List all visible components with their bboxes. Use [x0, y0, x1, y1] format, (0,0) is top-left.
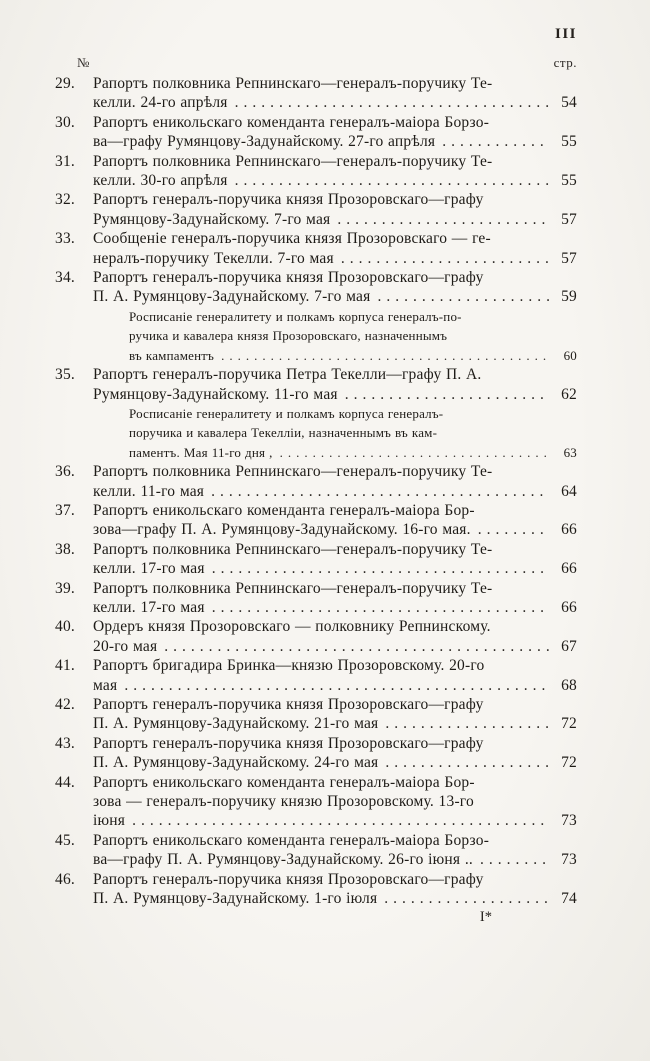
entry-text: Рапортъ генералъ-поручика князя Прозоровскаго—графу — [93, 269, 484, 287]
dot-leader — [385, 753, 549, 772]
entry-text: келли. 17-го мая — [93, 598, 205, 616]
entry-number: 33. — [55, 230, 75, 248]
dot-leader — [480, 850, 549, 869]
entry-text: зова — генералъ-поручику князю Прозоровскому. 13-го — [93, 793, 474, 811]
toc-entry — [55, 190, 577, 229]
entry-number: 42. — [55, 696, 75, 713]
entry-number: 40. — [55, 618, 75, 636]
entry-number: 45. — [55, 831, 75, 849]
entry-line — [93, 850, 577, 869]
dot-leader — [280, 443, 549, 462]
entry-line — [129, 443, 577, 462]
dot-leader — [384, 889, 549, 908]
dot-leader — [132, 811, 549, 830]
toc-entry — [55, 579, 577, 618]
entry-text: П. А. Румянцову-Задунайскому. 24-го мая — [93, 754, 379, 772]
toc-entry — [55, 229, 577, 268]
toc-entry — [55, 870, 577, 909]
entry-line — [93, 540, 577, 559]
entry-text: Ордеръ князя Прозоровскаго — полковнику Репнинскому. — [93, 618, 491, 636]
toc-entry — [55, 74, 577, 113]
toc-entry — [55, 695, 577, 734]
entry-text: Сообщеніе генералъ-поручика князя Прозоровскаго — ге- — [93, 230, 491, 248]
entry-page-number: 62 — [561, 385, 577, 403]
dot-leader — [345, 385, 549, 404]
dot-leader — [212, 559, 549, 578]
entry-page-number: 74 — [561, 890, 577, 908]
entry-line — [129, 326, 577, 345]
entry-page-number: 67 — [561, 637, 577, 655]
toc-entry — [55, 831, 577, 870]
entry-page-number: 57 — [561, 210, 577, 228]
toc-entry — [55, 113, 577, 152]
entry-number: 37. — [55, 501, 75, 519]
entry-line — [93, 501, 577, 520]
entry-line — [93, 676, 577, 695]
entry-line — [93, 462, 577, 481]
dot-leader — [211, 482, 549, 501]
dot-leader — [164, 637, 549, 656]
dot-leader — [341, 249, 549, 268]
entry-number: 38. — [55, 540, 75, 558]
dot-leader — [124, 676, 549, 695]
entry-number: 30. — [55, 113, 75, 131]
entry-line — [93, 579, 577, 598]
toc-entry — [55, 540, 577, 579]
entry-text: 20-го мая — [93, 637, 158, 655]
toc-entry — [55, 656, 577, 695]
entry-line — [93, 93, 577, 112]
entry-line — [93, 773, 577, 792]
entry-page-number: 72 — [561, 715, 577, 733]
entry-line — [129, 307, 577, 326]
toc-entry — [55, 617, 577, 656]
entry-text: Румянцову-Задунайскому. 7-го мая — [93, 210, 331, 228]
entry-page-number: 68 — [561, 676, 577, 694]
entry-text: Рапортъ бригадира Бринка—князю Прозоровскому. 20-го — [93, 657, 485, 675]
entry-line — [93, 831, 577, 850]
entry-line — [93, 617, 577, 636]
entry-line — [93, 268, 577, 287]
entry-page-number: 66 — [561, 521, 577, 539]
entry-text: Рапортъ полковника Репнинскаго—генералъ-поручику Те- — [93, 579, 493, 597]
number-column-label: № — [77, 55, 90, 70]
entry-text: келли. 11-го мая — [93, 482, 205, 500]
entry-text: Рапортъ генералъ-поручика князя Прозоровскаго—графу — [93, 734, 484, 752]
entry-line — [93, 870, 577, 889]
entry-page-number: 73 — [561, 812, 577, 830]
entry-number: 43. — [55, 734, 75, 752]
entry-line — [93, 171, 577, 190]
entry-number: 29. — [55, 75, 75, 92]
dot-leader — [385, 714, 549, 733]
entry-number: 41. — [55, 657, 75, 675]
entry-text: Рапортъ генералъ-поручика Петра Текелли—графу П. А. — [93, 366, 482, 384]
entry-text: Рапортъ полковника Репнинскаго—генералъ-поручику Те- — [93, 75, 493, 92]
toc-entry — [55, 152, 577, 191]
entry-page-number: 55 — [561, 172, 577, 190]
entry-line — [93, 482, 577, 501]
dot-leader — [212, 598, 549, 617]
dot-leader — [377, 287, 549, 306]
entry-text: Рапортъ еникольскаго коменданта генералъ-маіора Борзо- — [93, 113, 490, 131]
entry-line — [93, 753, 577, 772]
entry-page-number: 66 — [561, 598, 577, 616]
entry-line — [93, 132, 577, 151]
entry-text: ва—графу П. А. Румянцову-Задунайскому. 26-го іюня .. — [93, 851, 473, 869]
entry-line — [93, 287, 577, 306]
entry-text: Рапортъ генералъ-поручика князя Прозоровскаго—графу — [93, 191, 484, 209]
entry-line — [93, 811, 577, 830]
entry-text: мая — [93, 676, 118, 694]
entry-line — [93, 637, 577, 656]
entry-text: Рапортъ полковника Репнинскаго—генералъ-поручику Те- — [93, 463, 493, 481]
entry-line — [93, 520, 577, 539]
entry-number: 34. — [55, 269, 75, 287]
entry-text: Рапортъ генералъ-поручика князя Прозоровскаго—графу — [93, 870, 484, 888]
entry-text: Росписаніе генералитету и полкамъ корпуса генералъ- — [129, 405, 444, 421]
entry-text: въ кампаментъ — [129, 347, 215, 363]
entry-page-number: 72 — [561, 754, 577, 772]
entry-page-number: 54 — [561, 94, 577, 112]
entry-page-number: 73 — [561, 851, 577, 869]
entry-text: Рапортъ полковника Репнинскаго—генералъ-поручику Те- — [93, 540, 493, 558]
entry-line — [93, 249, 577, 268]
entry-text: П. А. Румянцову-Задунайскому. 1-го іюля — [93, 890, 378, 908]
entry-line — [93, 695, 577, 714]
entry-number: 31. — [55, 152, 75, 170]
entry-number: 32. — [55, 191, 75, 209]
entry-number: 35. — [55, 366, 75, 384]
entry-line — [129, 404, 577, 423]
entry-line — [93, 113, 577, 132]
entry-text: келли. 30-го апрѣля — [93, 172, 228, 190]
entry-line — [93, 74, 577, 93]
entry-page-number: 63 — [563, 444, 577, 460]
entry-page-number: 57 — [561, 249, 577, 267]
toc-entry — [55, 462, 577, 501]
toc-entry — [55, 365, 577, 462]
entry-text: Рапортъ генералъ-поручика князя Прозоровскаго—графу — [93, 696, 484, 713]
page-folio-number: III — [554, 26, 577, 42]
toc-column-header — [55, 55, 577, 71]
toc-entry — [55, 734, 577, 773]
toc-entry — [55, 501, 577, 540]
entry-line — [93, 714, 577, 733]
entry-text: П. А. Румянцову-Задунайскому. 21-го мая — [93, 715, 379, 733]
dot-leader — [478, 520, 549, 539]
entry-line — [93, 656, 577, 675]
entry-text: келли. 24-го апрѣля — [93, 94, 228, 112]
toc-entry — [55, 773, 577, 831]
dot-leader — [235, 171, 549, 190]
entry-text: Росписаніе генералитету и полкамъ корпуса генералъ-по- — [129, 308, 462, 324]
entry-text: ручика и кавалера князя Прозоровскаго, назначеннымъ — [129, 328, 448, 344]
entry-number: 46. — [55, 870, 75, 888]
entry-line — [93, 365, 577, 384]
entry-text: Рапортъ еникольскаго коменданта генералъ-маіора Бор- — [93, 773, 475, 791]
dot-leader — [337, 210, 549, 229]
entry-text: Рапортъ полковника Репнинскаго—генералъ-поручику Те- — [93, 152, 493, 170]
entry-text: іюня — [93, 812, 126, 830]
signature-mark: I* — [479, 909, 492, 926]
entry-page-number: 55 — [561, 133, 577, 151]
dot-leader — [442, 132, 549, 151]
entry-text: нералъ-поручику Текелли. 7-го мая — [93, 249, 334, 267]
entry-page-number: 60 — [563, 347, 577, 363]
entry-text: келли. 17-го мая — [93, 560, 205, 578]
entry-line — [93, 598, 577, 617]
entry-page-number: 59 — [561, 288, 577, 306]
entry-text: зова—графу П. А. Румянцову-Задунайскому. 16-го мая. — [93, 521, 471, 539]
entry-line — [93, 152, 577, 171]
entry-line — [93, 229, 577, 248]
entry-text: Рапортъ еникольскаго коменданта генералъ-маіора Бор- — [93, 501, 475, 519]
entry-line — [93, 734, 577, 753]
entry-line — [93, 210, 577, 229]
entry-number: 39. — [55, 579, 75, 597]
entry-line — [93, 559, 577, 578]
entry-text: Рапортъ еникольскаго коменданта генералъ-маіора Борзо- — [93, 831, 490, 849]
entry-text: Румянцову-Задунайскому. 11-го мая — [93, 385, 338, 403]
entry-page-number: 66 — [561, 560, 577, 578]
entry-line — [129, 423, 577, 442]
dot-leader — [235, 93, 549, 112]
entry-page-number: 64 — [561, 482, 577, 500]
entry-text: паментъ. Мая 11-го дня , — [129, 444, 273, 460]
entry-number: 36. — [55, 463, 75, 481]
entry-line — [93, 190, 577, 209]
dot-leader — [221, 346, 549, 365]
toc-entries — [55, 74, 577, 908]
toc-entry — [55, 268, 577, 365]
entry-text: П. А. Румянцову-Задунайскому. 7-го мая — [93, 288, 371, 306]
entry-line — [93, 385, 577, 404]
entry-text: поручика и кавалера Текелліи, назначеннымъ въ кам- — [129, 425, 438, 441]
entry-line — [93, 889, 577, 908]
entry-text: ва—графу Румянцову-Задунайскому. 27-го апрѣля — [93, 133, 436, 151]
entry-number: 44. — [55, 773, 75, 791]
page-column-label: стр. — [553, 55, 577, 70]
entry-line — [129, 346, 577, 365]
entry-line — [93, 792, 577, 811]
